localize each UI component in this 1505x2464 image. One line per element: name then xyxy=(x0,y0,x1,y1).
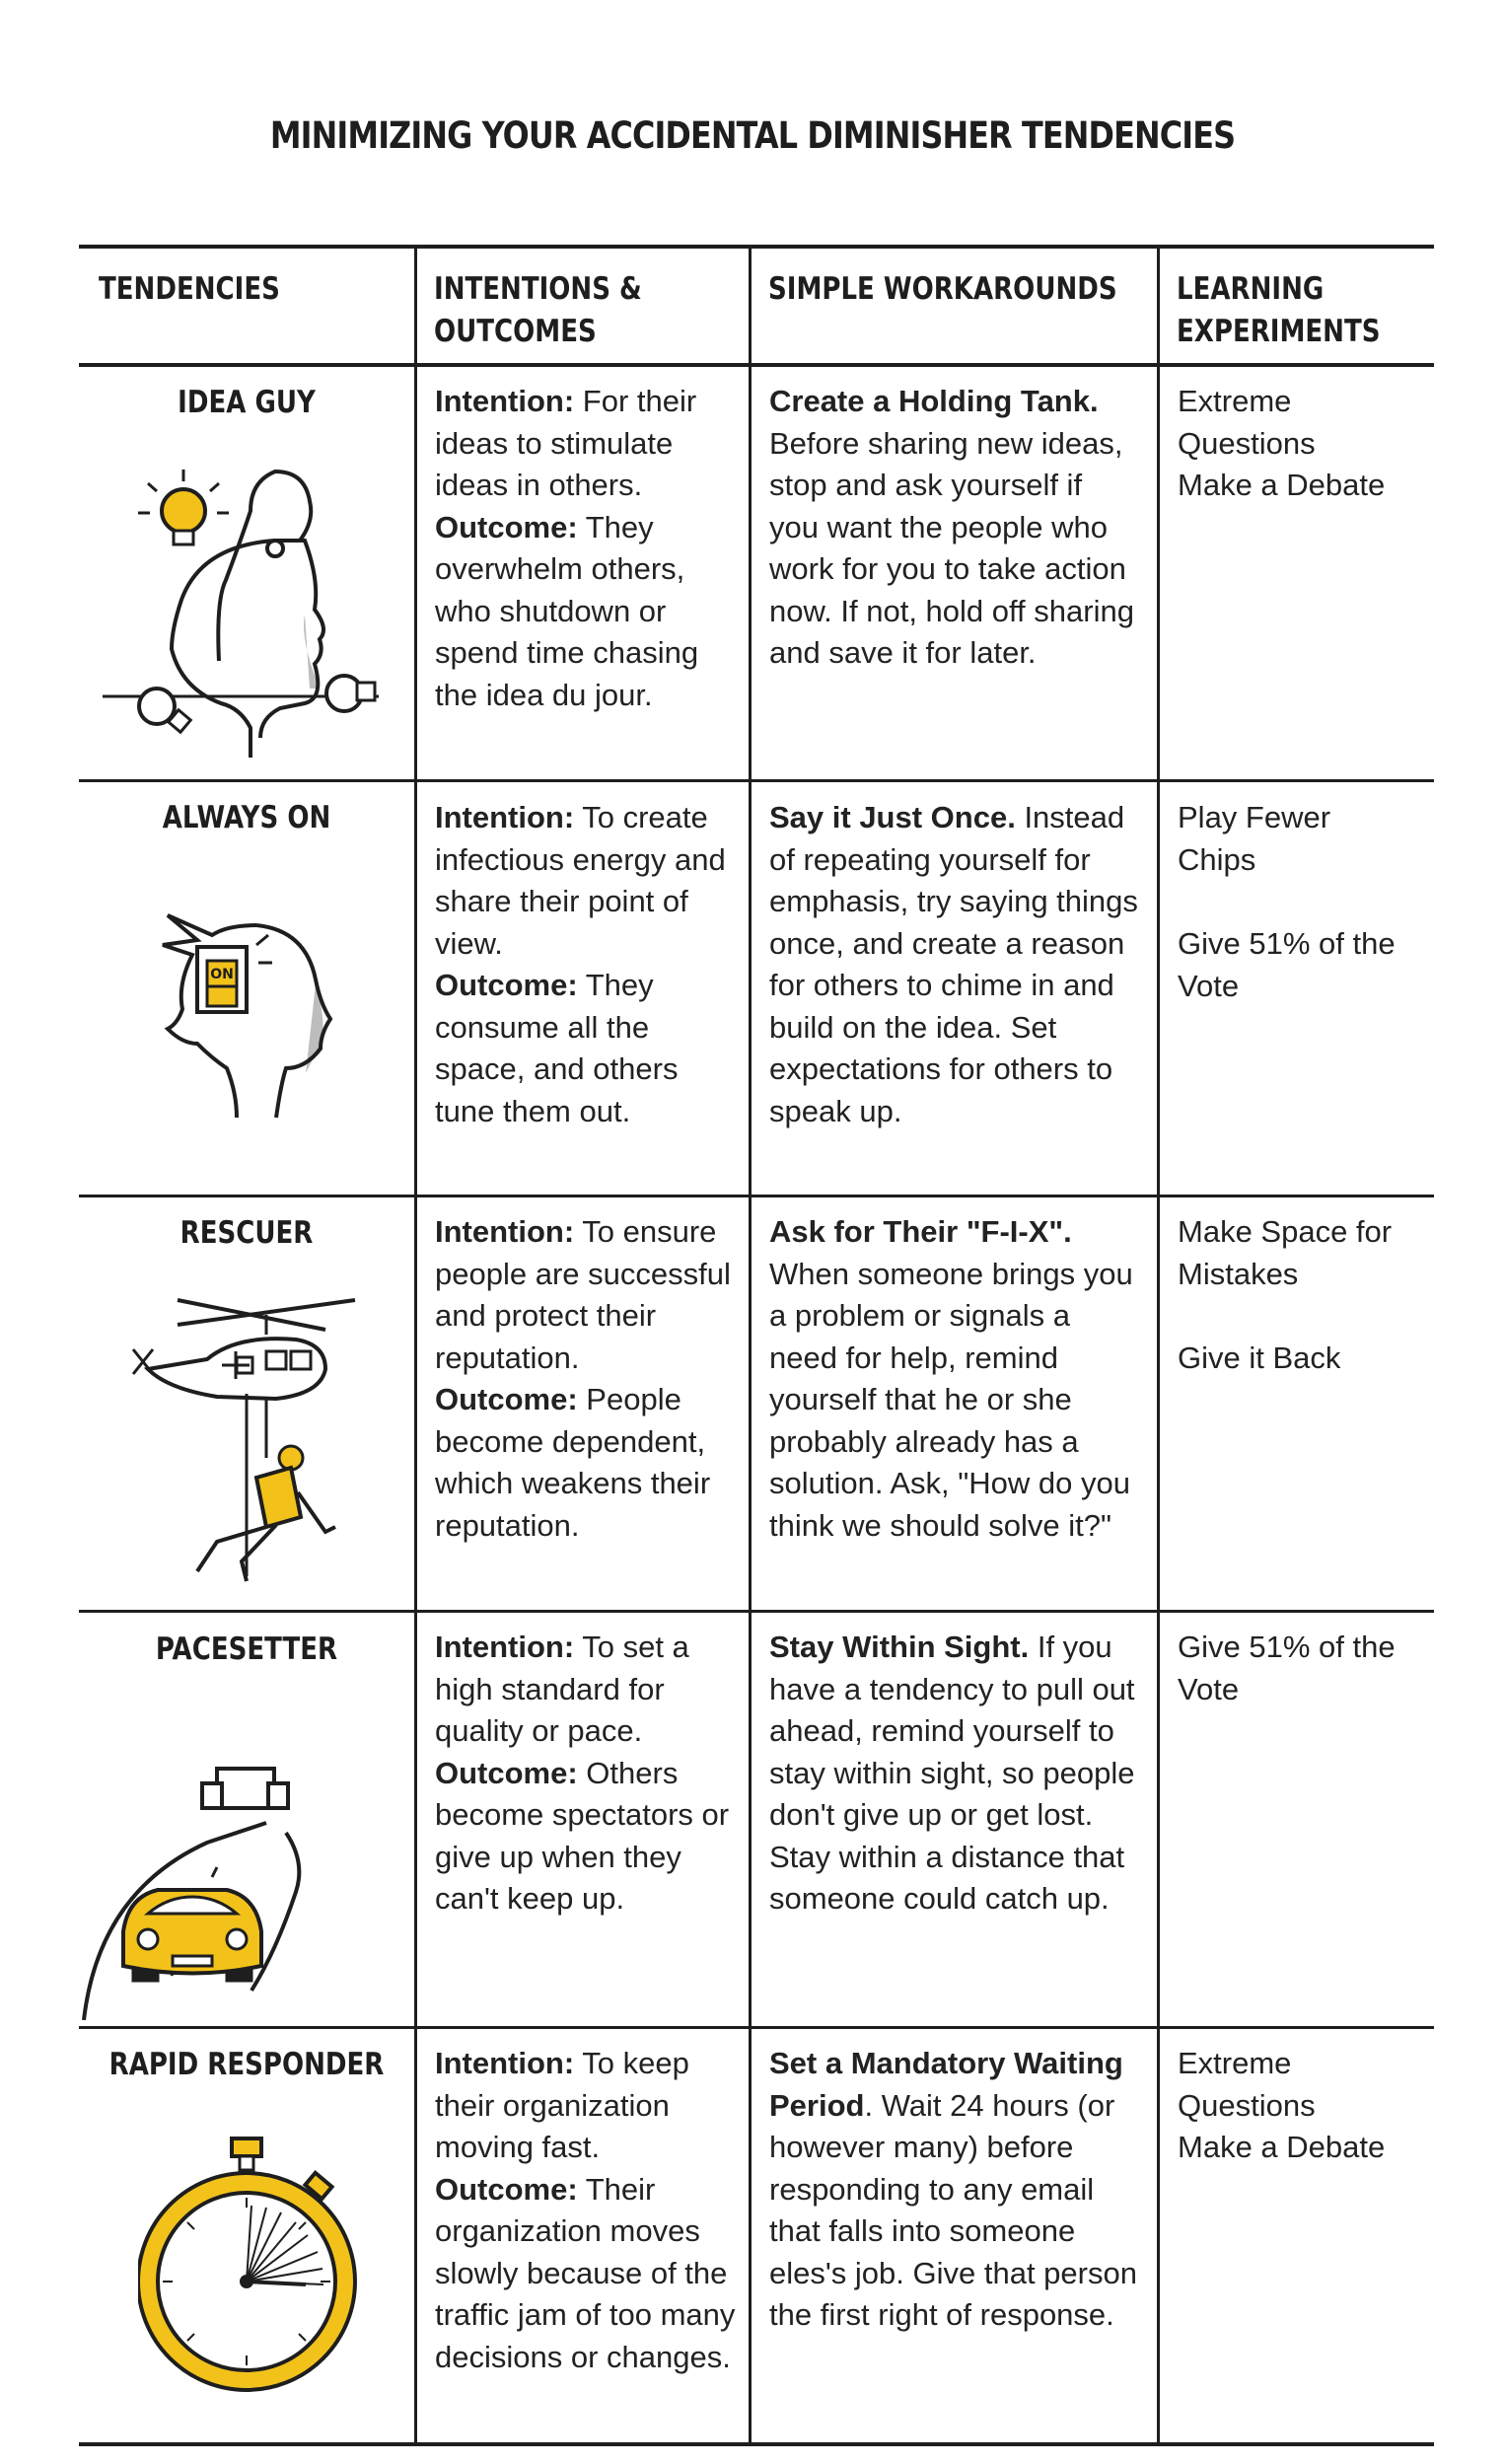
experiment-item: Give 51% of the Vote xyxy=(1178,1630,1396,1706)
intention-label: Intention: xyxy=(435,1214,575,1249)
table-top-rule xyxy=(79,245,1434,249)
header-intentions-line-2: OUTCOMES xyxy=(434,314,597,349)
outcome-text: People become dependent, which weakens their reputation. xyxy=(435,1382,711,1543)
header-tendencies: TENDENCIES xyxy=(99,271,280,307)
tendency-name: RAPID RESPONDER xyxy=(108,2047,385,2082)
table-bottom-rule xyxy=(79,2442,1434,2446)
experiment-item: Make a Debate xyxy=(1178,2130,1386,2164)
outcome-text: They overwhelm others, who shutdown or spend time chasing the idea du jour. xyxy=(435,509,699,712)
experiment-item: Make Space for Mistakes xyxy=(1178,1214,1393,1291)
idea-guy-head-lightbulb-icon xyxy=(103,442,408,767)
tendency-name: IDEA GUY xyxy=(178,385,316,420)
experiments-cell xyxy=(1178,381,1414,507)
outcome-label: Outcome: xyxy=(435,509,578,544)
intention-text: To ensure people are successful and protect their reputation. xyxy=(435,1214,731,1375)
header-learning-line-1: LEARNING xyxy=(1177,271,1325,307)
header-learning-line-2: EXPERIMENTS xyxy=(1177,314,1381,349)
experiment-item: Give it Back xyxy=(1178,1341,1341,1375)
experiments-cell xyxy=(1178,1211,1414,1380)
workaround-title: Stay Within Sight. xyxy=(769,1630,1030,1664)
outcome-text: Their organization moves slowly because of the traffic jam of too many decisions or changes. xyxy=(435,2171,736,2374)
outcome-label: Outcome: xyxy=(435,1382,578,1416)
outcome-label: Outcome: xyxy=(435,1755,578,1790)
outcome-label: Outcome: xyxy=(435,968,578,1002)
intention-label: Intention: xyxy=(435,1630,575,1664)
workaround-cell xyxy=(769,381,1139,675)
intention-text: To create infectious energy and share their point of view. xyxy=(435,800,726,961)
column-divider xyxy=(749,245,752,2446)
workaround-text: . Wait 24 hours (or however many) before responding to any email that falls into someone eles's job. Give that person the first right of response. xyxy=(769,2087,1137,2332)
workaround-cell xyxy=(769,1627,1139,1920)
header-intentions-outcomes xyxy=(434,268,642,353)
experiment-item: Give 51% of the Vote xyxy=(1178,926,1396,1003)
workaround-cell xyxy=(769,1211,1139,1547)
experiments-cell xyxy=(1178,1627,1414,1710)
experiment-item: Make a Debate xyxy=(1178,468,1386,502)
experiment-item: Extreme Questions xyxy=(1178,2046,1316,2123)
workaround-text: Before sharing new ideas, stop and ask yourself if you want the people who work for you to take action now. If not, hold off sharing and save it for later. xyxy=(769,425,1134,670)
outcome-label: Outcome: xyxy=(435,2171,578,2207)
pacesetter-race-car-icon xyxy=(79,1695,394,2020)
experiment-item: Extreme Questions xyxy=(1178,384,1316,461)
outcome-text: Others become spectators or give up when they can't keep up. xyxy=(435,1755,730,1916)
experiment-item: Play Fewer Chips xyxy=(1178,800,1331,877)
row-divider xyxy=(79,1610,1434,1613)
workaround-text: When someone brings you a problem or signals a need for help, remind yourself that he or she probably already has a solution. Ask, "How do you think we should solve it?" xyxy=(769,1256,1133,1543)
workaround-text: Instead of repeating yourself for emphasis, try saying things once, and create a reason for others to chime in and build on the idea. Set expectations for others to speak up. xyxy=(769,800,1138,1128)
intention-label: Intention: xyxy=(435,384,575,418)
intention-outcome-cell xyxy=(435,2043,741,2378)
workaround-title: Ask for Their "F-I-X". xyxy=(769,1214,1072,1249)
column-divider xyxy=(414,245,417,2446)
header-simple-workarounds: SIMPLE WORKAROUNDS xyxy=(768,271,1117,307)
intention-text: To keep their organization moving fast. xyxy=(435,2046,689,2164)
row-divider xyxy=(79,779,1434,782)
workaround-title: Say it Just Once. xyxy=(769,800,1016,834)
tendency-name: PACESETTER xyxy=(155,1631,338,1667)
outcome-text: They consume all the space, and others tune them out. xyxy=(435,968,679,1128)
intention-text: To set a high standard for quality or pace. xyxy=(435,1630,689,1748)
tendency-name: ALWAYS ON xyxy=(162,800,331,835)
always-on-switch-head-icon xyxy=(158,886,355,1132)
workaround-text: If you have a tendency to pull out ahead, remind yourself to stay within sight, so people don't give up or get lost. Stay within a distance that someone could catch up. xyxy=(769,1630,1135,1916)
tendencies-table xyxy=(79,245,1434,2446)
intention-label: Intention: xyxy=(435,800,575,834)
intention-text: For their ideas to stimulate ideas in others. xyxy=(435,384,697,502)
switch-label: ON xyxy=(210,967,234,982)
tendency-name: RESCUER xyxy=(179,1215,314,1251)
column-divider xyxy=(1157,245,1160,2446)
workaround-cell xyxy=(769,2043,1139,2337)
row-divider xyxy=(79,2026,1434,2029)
rapid-responder-stopwatch-icon xyxy=(138,2109,375,2434)
header-bottom-rule xyxy=(79,363,1434,367)
intention-outcome-cell xyxy=(435,797,741,1132)
header-learning-experiments xyxy=(1177,268,1380,353)
row-divider xyxy=(79,1195,1434,1197)
header-intentions-line-1: INTENTIONS & xyxy=(434,271,642,307)
experiments-cell xyxy=(1178,797,1414,1007)
page-title: MINIMIZING YOUR ACCIDENTAL DIMINISHER TENDENCIES xyxy=(269,114,1236,157)
intention-outcome-cell xyxy=(435,1211,741,1547)
workaround-title: Set a Mandatory Waiting Period xyxy=(769,2046,1123,2123)
intention-outcome-cell xyxy=(435,1627,741,1920)
intention-label: Intention: xyxy=(435,2046,575,2080)
intention-outcome-cell xyxy=(435,381,741,716)
workaround-cell xyxy=(769,797,1139,1132)
workaround-title: Create a Holding Tank. xyxy=(769,384,1099,418)
rescuer-helicopter-icon xyxy=(128,1280,404,1596)
experiments-cell xyxy=(1178,2043,1414,2169)
